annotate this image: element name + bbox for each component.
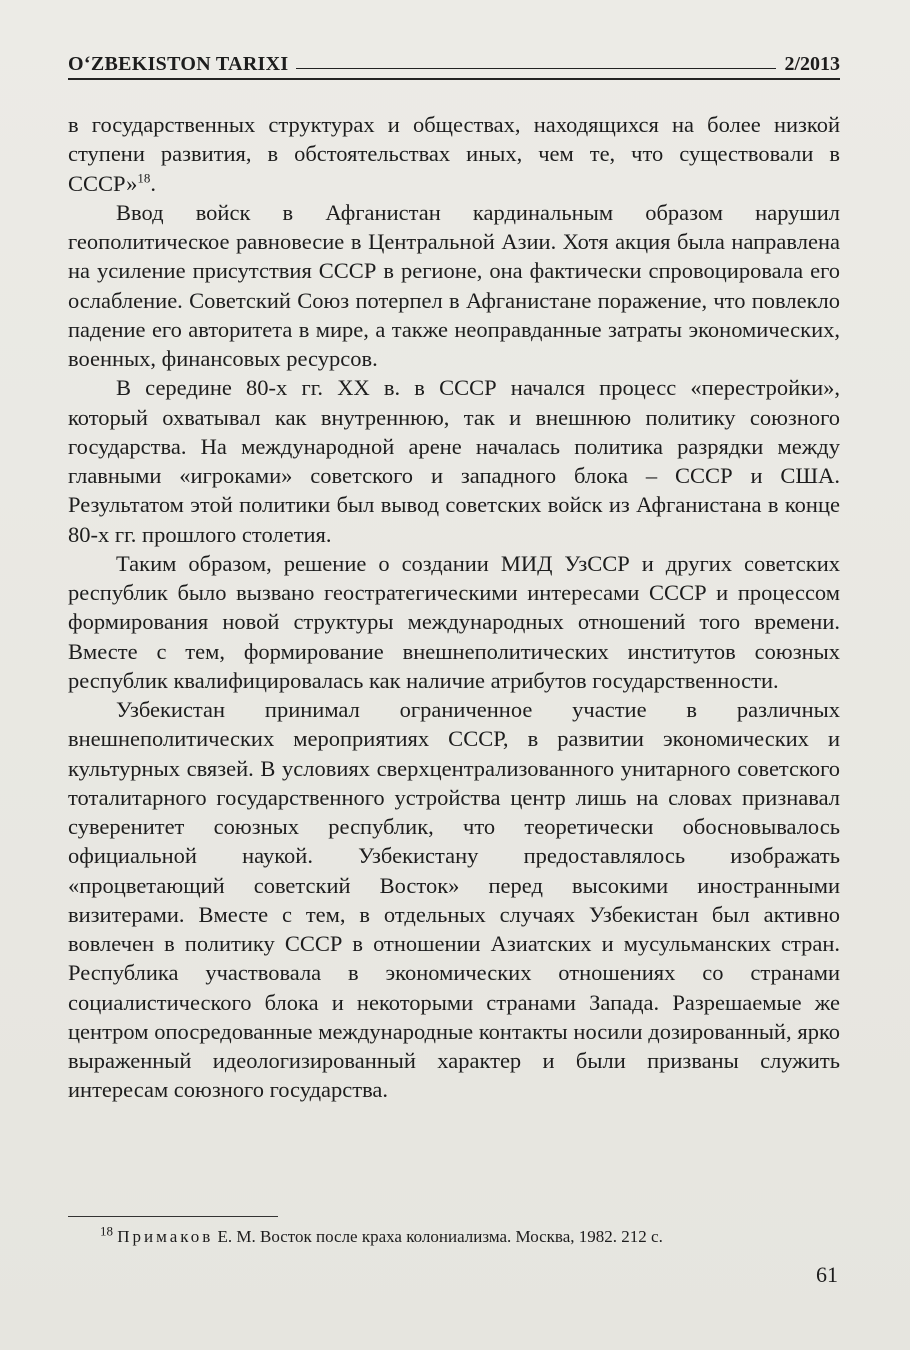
journal-title: O‘ZBEKISTON TARIXI: [68, 53, 289, 75]
page-number: 61: [816, 1262, 838, 1287]
header-rule: [296, 68, 776, 69]
paragraph-2: Ввод войск в Афганистан кардинальным образом нарушил геополитическое равновесие в Центральной Азии. Хотя акция была направлена на усиление присутствия СССР в регионе, она фактически спровоцировала его ослабление. Советский Союз потерпел в Афганистане поражение, что повлекло падение его авторитета в мире, а также неоправданные затраты экономических, военных, финансовых ресурсов.: [68, 199, 840, 371]
article-body: [68, 110, 840, 1105]
paragraph-3: В середине 80-х гг. XX в. в СССР начался процесс «перестройки», который охватывал как внутреннюю, так и внешнюю политику союзного государства. На международной арене началась политика разрядки между главными «игроками» советского и западного блока – СССР и США. Результатом этой политики был вывод советских войск из Афганистана в конце 80-х гг. прошлого столетия.: [68, 375, 840, 547]
paragraph-text: в государственных структурах и обществах, находящихся на более низкой ступени развития, в обстоятельствах иных, чем те, что существовали в СССР»: [68, 112, 840, 196]
footnote-number: 18: [100, 1223, 113, 1239]
running-header: [68, 46, 840, 76]
paragraph-tail: .: [150, 170, 156, 196]
footnote-text: Е. М. Восток после краха колониализма. Москва, 1982. 212 с.: [213, 1227, 663, 1246]
paragraph-5: Узбекистан принимал ограниченное участие в различных внешнеполитических мероприятиях СССР, в развитии экономических и культурных связей. В условиях сверхцентрализованного унитарного советского тоталитарного государственного устройства центр лишь на словах признавал суверенитет союзных республик, что теоретически обосновывалось официальной наукой. Узбекистану предоставлялось изображать «процветающий советский Восток» перед высокими иностранными визитерами. Вместе с тем, в отдельных случаях Узбекистан был активно вовлечен в политику СССР в отношении Азиатских и мусульманских стран. Республика участвовала в экономических отношениях со странами социалистического блока и некоторыми странами Запада. Разрешаемые же центром опосредованные международные контакты носили дозированный, ярко выраженный идеологизированный характер и были призваны служить интересам союзного государства.: [68, 697, 840, 1103]
paragraph-4: Таким образом, решение о создании МИД УзССР и других советских республик было вызвано геостратегическими интересами СССР и процессом формирования новой структуры международных отношений того времени. Вместе с тем, формирование внешнеполитических институтов союзных республик квалифицировалась как наличие атрибутов государственности.: [68, 550, 840, 693]
paragraph-1: [68, 110, 840, 198]
footnote-author: Примаков: [117, 1227, 214, 1246]
header-divider: [68, 78, 840, 80]
issue-number: 2/2013: [784, 53, 840, 75]
footnote-separator: [68, 1216, 278, 1217]
footnote: [100, 1223, 840, 1248]
footnote-reference[interactable]: 18: [137, 170, 151, 185]
